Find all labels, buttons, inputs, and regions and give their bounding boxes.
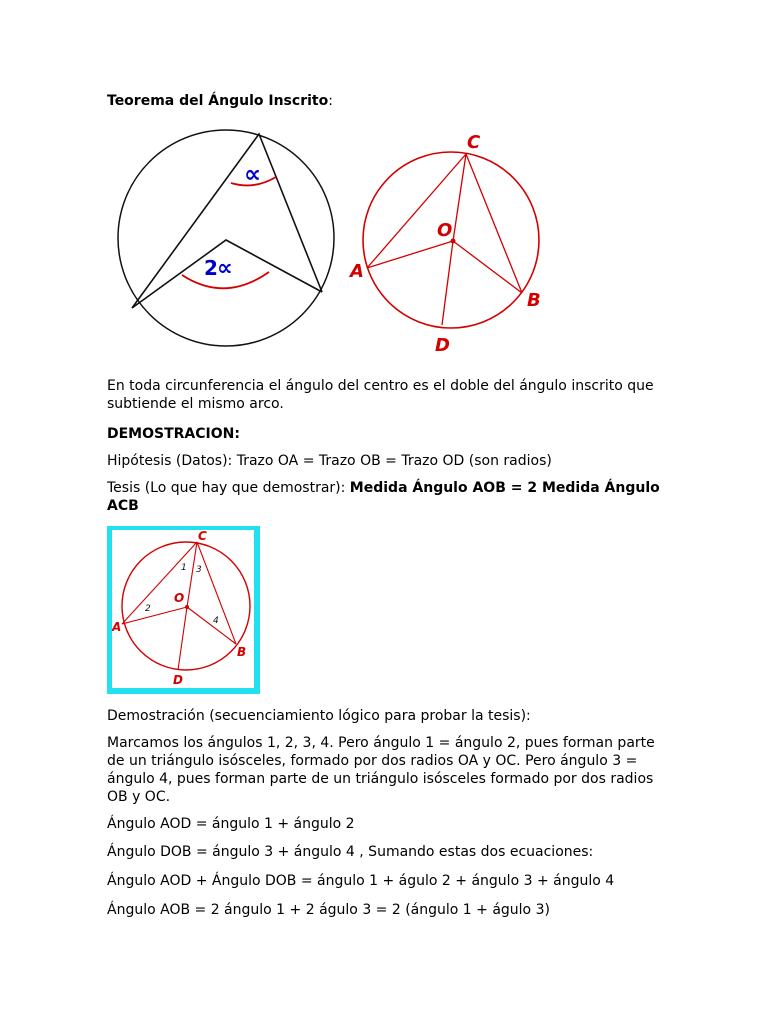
intro-paragraph: En toda circunferencia el ángulo del centro es el doble del ángulo inscrito que subtiende el mismo arco. — [107, 378, 654, 412]
figure3-center-dot — [185, 605, 189, 609]
figure3-label-c: C — [198, 530, 207, 543]
figure3-label-a: A — [112, 620, 122, 634]
alpha-label: ∝ — [244, 160, 262, 188]
angle-number-4: 4 — [213, 616, 219, 626]
angle-number-1: 1 — [181, 563, 187, 573]
equation-line: Ángulo AOD = ángulo 1 + ángulo 2 — [107, 816, 355, 832]
title-suffix: : — [328, 93, 333, 109]
figure1-circle — [118, 130, 334, 346]
document-title — [107, 92, 667, 110]
hypothesis-line: Hipótesis (Datos): Trazo OA = Trazo OB = Trazo OD (son radios) — [107, 453, 552, 469]
figure2-label-b: B — [527, 290, 541, 311]
two-alpha-symbol: ∝ — [217, 256, 233, 281]
figure2-label-o: O — [437, 220, 453, 241]
demo-intro-line: Demostración (secuenciamiento lógico para probar la tesis): — [107, 708, 531, 724]
numbered-angles-figure — [112, 530, 254, 688]
demo-paragraph: Marcamos los ángulos 1, 2, 3, 4. Pero ángulo 1 = ángulo 2, pues forman parte de un triángulo isósceles, formado por dos radios OA y OC. Pero ángulo 3 = ángulo 4, pues forman parte de un triángulo isósceles formado por dos radios OB y OC. — [107, 735, 655, 805]
two-alpha-number: 2 — [204, 256, 218, 280]
thesis-bold: Medida Ángulo AOB = 2 Medida Ángulo ACB — [107, 480, 660, 514]
angle-number-3: 3 — [196, 565, 202, 575]
angle-number-2: 2 — [145, 604, 151, 614]
equation-line: Ángulo DOB = ángulo 3 + ángulo 4 , Sumando estas dos ecuaciones: — [107, 844, 594, 860]
figure2-label-d: D — [435, 335, 450, 356]
equation-line: Ángulo AOB = 2 ángulo 1 + 2 águlo 3 = 2 (ángulo 1 + águlo 3) — [107, 902, 550, 918]
figure3-label-o: O — [174, 591, 185, 605]
numbered-angles-frame — [107, 526, 260, 694]
figure3-label-d: D — [173, 673, 183, 687]
title-bold: Teorema del Ángulo Inscrito — [107, 93, 329, 109]
thesis-prefix: Tesis (Lo que hay que demostrar): — [107, 480, 350, 496]
thesis-line — [107, 479, 667, 515]
equation-line: Ángulo AOD + Ángulo DOB = ángulo 1 + águlo 2 + ángulo 3 + ángulo 4 — [107, 873, 615, 889]
demo-heading: DEMOSTRACION: — [107, 426, 240, 442]
figure2-label-c: C — [467, 132, 481, 153]
central-angle-figure — [344, 126, 564, 358]
figure3-label-b: B — [237, 645, 247, 659]
inscribed-angle-figure — [104, 120, 344, 360]
figure2-label-a: A — [350, 261, 364, 282]
figure1-inscribed-angle — [132, 134, 322, 308]
